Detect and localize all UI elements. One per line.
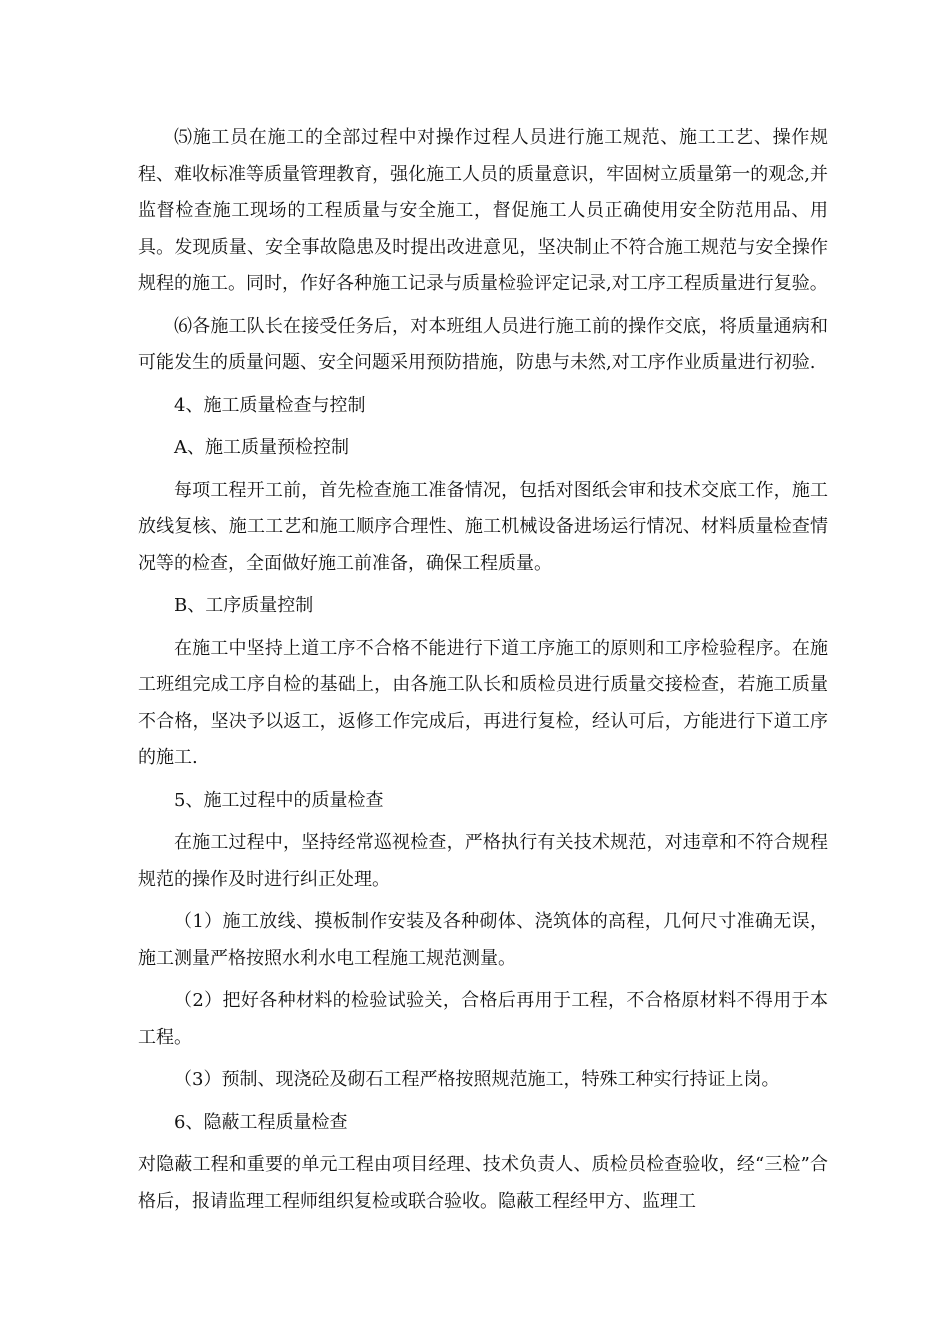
list-item-3: （3）预制、现浇砼及砌石工程严格按照规范施工，特殊工种实行持证上岗。 — [174, 1069, 780, 1090]
subheading-a: A、施工质量预检控制 — [174, 437, 349, 458]
paragraph-precheck: 每项工程开工前，首先检查施工准备情况，包括对图纸会审和技术交底工作，施工放线复核、施工工艺和施工顺序合理性、施工机械设备进场运行情况、材料质量检查情况等的检查，全面做好施工前准备，确保工程质量。 — [138, 479, 828, 574]
paragraph-hidden-works: 对隐蔽工程和重要的单元工程由项目经理、技术负责人、质检员检查验收，经“三检”合格后，报请监理工程师组织复检或联合验收。隐蔽工程经甲方、监理工 — [138, 1154, 828, 1212]
section-heading-4: 4、施工质量检查与控制 — [174, 394, 366, 416]
paragraph-team-leader-duties: ⑹各施工队长在接受任务后，对本班组人员进行施工前的操作交底，将质量通病和可能发生的质量问题、安全问题采用预防措施，防患与未然,对工序作业质量进行初验. — [138, 315, 828, 373]
section-heading-5: 5、施工过程中的质量检查 — [174, 789, 384, 811]
paragraph-process-control: 在施工中坚持上道工序不合格不能进行下道工序施工的原则和工序检验程序。在施工班组完成工序自检的基础上，由各施工队长和质检员进行质量交接检查，若施工质量不合格，坚决予以返工，返修工作完成后，再进行复检，经认可后，方能进行下道工序的施工. — [138, 637, 828, 768]
paragraph-construction-worker-duties: ⑸施工员在施工的全部过程中对操作过程人员进行施工规范、施工工艺、操作规程、难收标准等质量管理教育，强化施工人员的质量意识，牢固树立质量第一的观念,并监督检查施工现场的工程质量与安全施工，督促施工人员正确使用安全防范用品、用具。发现质量、安全事故隐患及时提出改进意见，坚决制止不符合施工规范与安全操作规程的施工。同时，作好各种施工记录与质量检验评定记录,对工序工程质量进行复验。 — [138, 127, 828, 294]
paragraph-inspection: 在施工过程中，坚持经常巡视检查，严格执行有关技术规范，对违章和不符合规程规范的操作及时进行纠正处理。 — [138, 832, 828, 890]
document-page — [138, 120, 828, 1226]
subheading-b: B、工序质量控制 — [174, 595, 314, 616]
list-item-2: （2）把好各种材料的检验试验关，合格后再用于工程，不合格原材料不得用于本工程。 — [138, 990, 828, 1048]
list-item-1: （1）施工放线、摸板制作安装及各种砌体、浇筑体的高程，几何尺寸准确无误，施工测量严格按照水利水电工程施工规范测量。 — [138, 911, 828, 969]
section-heading-6: 6、隐蔽工程质量检查 — [174, 1111, 348, 1133]
